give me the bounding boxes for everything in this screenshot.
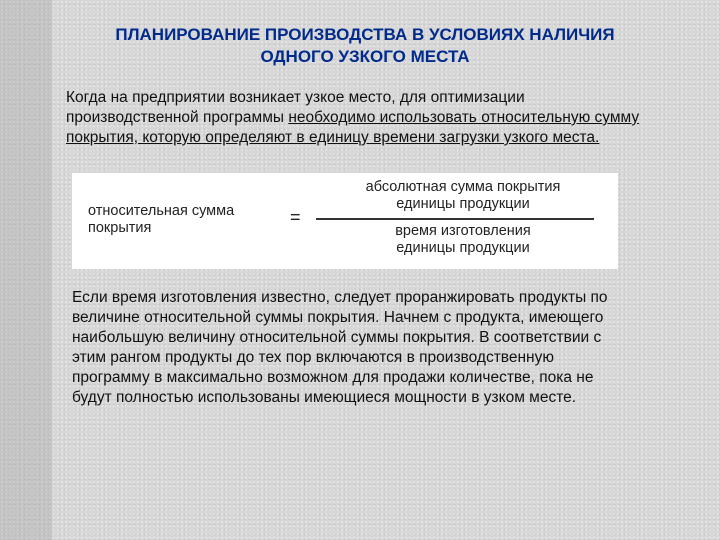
slide-title — [60, 24, 670, 68]
formula-lhs-line-1: относительная сумма — [88, 203, 235, 219]
title-line-2: ОДНОГО УЗКОГО МЕСТА — [260, 47, 470, 66]
formula-fraction-bar — [316, 218, 594, 220]
intro-text: Когда на предприятии возникает узкое место, для оптимизации производственной программы — [66, 89, 525, 126]
body-paragraph: Если время изготовления известно, следует проранжировать продукты по величине относительной суммы покрытия. Начнем с продукта, имеющего наибольшую величину относительной суммы покрытия. В соответствии с этим рангом продукты до тех пор включаются в производственную программу в максимально возможном для продажи количестве, пока не будут полностью использованы имеющиеся мощности в узком месте. — [72, 289, 608, 406]
title-line-1: ПЛАНИРОВАНИЕ ПРОИЗВОДСТВА В УСЛОВИЯХ НАЛИЧИЯ — [115, 25, 615, 44]
formula-denominator-line-2: единицы продукции — [396, 240, 530, 256]
formula-equals-sign: = — [290, 207, 301, 227]
formula-denominator-line-1: время изготовления — [395, 223, 531, 239]
formula-image — [72, 173, 618, 269]
formula-denominator — [318, 223, 608, 257]
formula-lhs-line-2: покрытия — [88, 220, 152, 236]
formula-lhs — [88, 203, 234, 237]
formula-numerator-line-2: единицы продукции — [396, 196, 530, 212]
decorative-band — [0, 0, 52, 540]
intro-paragraph — [66, 88, 656, 148]
formula-numerator-line-1: абсолютная сумма покрытия — [365, 179, 561, 195]
intro-underlined-text: необходимо использовать относительную сумму покрытия, которую определяют в единицу времени загрузки узкого места. — [66, 109, 640, 146]
formula-numerator — [318, 179, 608, 213]
